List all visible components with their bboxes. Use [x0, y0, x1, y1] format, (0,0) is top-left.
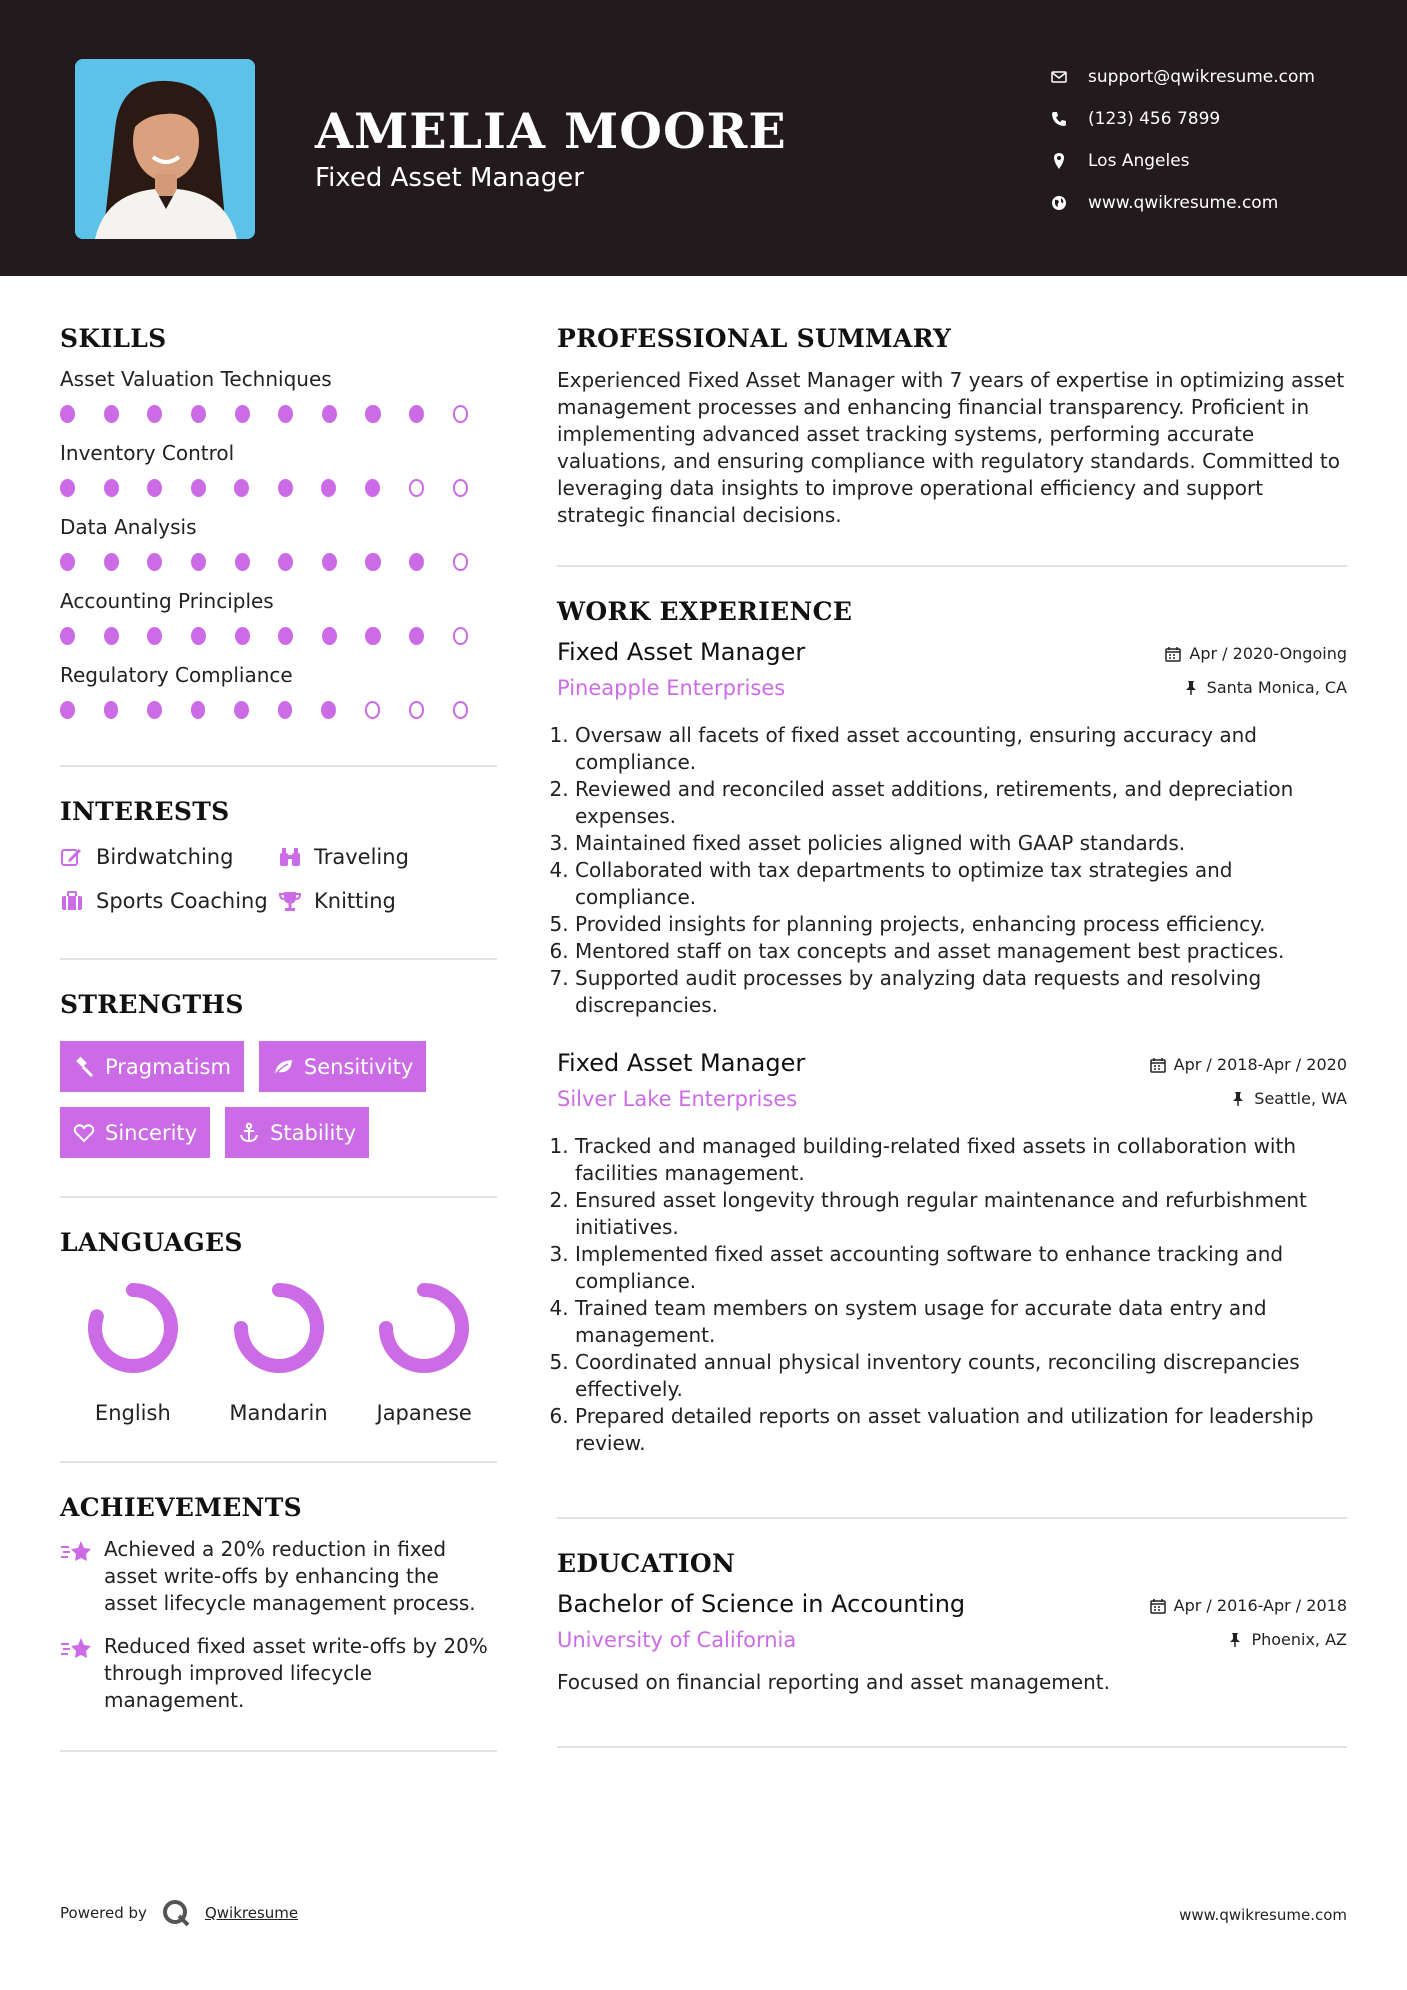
duty-item: 1. Tracked and managed building-related fixed assets in collaboration with facilities management. [575, 1133, 1347, 1187]
rating-dot-filled [60, 479, 75, 497]
shooting-star-icon [60, 1538, 94, 1566]
skills-section [60, 318, 497, 723]
job-location-text: Seattle, WA [1254, 1089, 1347, 1108]
rating-dot-filled [60, 553, 75, 571]
achievements-title: ACHIEVEMENTS [60, 1493, 302, 1522]
rating-dot-filled [235, 553, 250, 571]
languages-title: LANGUAGES [60, 1228, 243, 1257]
rating-dot-filled [235, 405, 250, 423]
candidate-role: Fixed Asset Manager [315, 163, 584, 193]
section-divider [60, 1750, 497, 1752]
language-gauge-arc [386, 1290, 462, 1366]
rating-dot-filled [104, 405, 119, 423]
contact-location-text: Los Angeles [1088, 151, 1190, 171]
rating-dot-filled [234, 479, 249, 497]
strength-text: Sincerity [105, 1120, 198, 1145]
experience-title: WORK EXPERIENCE [557, 597, 853, 626]
rating-dot-filled [322, 553, 337, 571]
rating-dot-filled [409, 405, 424, 423]
skills-title: SKILLS [60, 324, 167, 353]
rating-dot-filled [278, 627, 293, 645]
education-location [1227, 1630, 1347, 1649]
interest-item [278, 844, 497, 870]
degree-title: Bachelor of Science in Accounting [557, 1590, 966, 1618]
rating-dot-empty [453, 627, 469, 645]
skill-item [60, 367, 497, 427]
skill-item [60, 515, 497, 575]
shooting-star-icon [60, 1635, 94, 1663]
pencil-square-icon [60, 845, 84, 869]
rating-dot-filled [147, 553, 162, 571]
pushpin-icon [1183, 680, 1199, 696]
duty-item: 3. Maintained fixed asset policies aligned with GAAP standards. [575, 830, 1347, 857]
footer-powered-by [60, 1898, 298, 1928]
rating-dot-filled [235, 627, 250, 645]
job-company: Silver Lake Enterprises [557, 1087, 798, 1111]
interests-section [60, 797, 497, 914]
contact-email-text: support@qwikresume.com [1088, 67, 1315, 87]
contact-list [1050, 56, 1380, 224]
rating-dot-filled [147, 701, 162, 719]
summary-section [557, 318, 1347, 529]
rating-dot-filled [60, 405, 75, 423]
contact-location [1050, 140, 1380, 182]
language-item [60, 1281, 206, 1425]
rating-dot-filled [191, 701, 206, 719]
powered-by-text: Powered by [60, 1904, 147, 1922]
language-gauge [377, 1281, 471, 1375]
rating-dot-filled [278, 405, 293, 423]
education-section [557, 1549, 1347, 1694]
strengths-section [60, 990, 497, 1158]
interest-text: Sports Coaching [96, 889, 268, 913]
rating-dot-filled [322, 627, 337, 645]
duty-item: 2. Ensured asset longevity through regular maintenance and refurbishment initiatives. [575, 1187, 1347, 1241]
duty-item: 6. Prepared detailed reports on asset valuation and utilization for leadership review. [575, 1403, 1347, 1457]
skill-item [60, 663, 497, 723]
section-divider [557, 1746, 1347, 1748]
globe-icon [1050, 194, 1068, 212]
rating-dot-filled [104, 701, 119, 719]
rating-dot-empty [409, 479, 425, 497]
language-gauge [86, 1281, 180, 1375]
leaf-icon [272, 1056, 294, 1078]
section-divider [60, 765, 497, 767]
education-title: EDUCATION [557, 1549, 736, 1578]
school-name: University of California [557, 1628, 797, 1652]
rating-dot-filled [409, 627, 424, 645]
language-name: Mandarin [229, 1401, 328, 1425]
rating-dot-empty [453, 479, 469, 497]
strength-text: Sensitivity [303, 1054, 414, 1079]
rating-dot-filled [321, 701, 336, 719]
experience-section [557, 597, 1347, 1457]
skill-rating [60, 553, 497, 575]
rating-dot-filled [104, 627, 119, 645]
calendar-icon [1150, 1057, 1166, 1073]
pushpin-icon [1227, 1632, 1243, 1648]
profile-photo [75, 59, 255, 239]
qwikresume-logo-icon [161, 1898, 191, 1928]
rating-dot-filled [321, 479, 336, 497]
language-item [206, 1281, 352, 1425]
rating-dot-filled [60, 627, 75, 645]
rating-dot-filled [60, 701, 75, 719]
contact-website-text: www.qwikresume.com [1088, 193, 1279, 213]
job-duties [557, 722, 1347, 1019]
language-item [351, 1281, 497, 1425]
candidate-name: AMELIA MOORE [315, 102, 787, 160]
rating-dot-filled [147, 479, 162, 497]
interest-text: Birdwatching [96, 845, 234, 869]
job-entry [557, 1049, 1347, 1457]
duty-item: 1. Oversaw all facets of fixed asset accounting, ensuring accuracy and compliance. [575, 722, 1347, 776]
achievements-section [60, 1493, 497, 1714]
duty-item: 4. Trained team members on system usage for accurate data entry and management. [575, 1295, 1347, 1349]
skill-rating [60, 479, 497, 501]
section-divider [60, 1461, 497, 1463]
education-location-text: Phoenix, AZ [1251, 1630, 1347, 1649]
anchor-icon [238, 1122, 260, 1144]
strengths-title: STRENGTHS [60, 990, 244, 1019]
rating-dot-filled [278, 701, 293, 719]
job-date-text: Apr / 2018-Apr / 2020 [1173, 1055, 1347, 1074]
achievement-text: Achieved a 20% reduction in fixed asset write-offs by enhancing the asset lifecycle management process. [104, 1537, 476, 1615]
skill-rating [60, 701, 497, 723]
skill-rating [60, 627, 497, 649]
contact-phone[interactable] [1050, 98, 1380, 140]
trophy-icon [278, 889, 302, 913]
job-date [1165, 644, 1347, 663]
rating-dot-filled [322, 405, 337, 423]
interest-text: Traveling [314, 845, 409, 869]
rating-dot-filled [278, 553, 293, 571]
right-column [557, 318, 1347, 1748]
phone-icon [1050, 110, 1068, 128]
job-date [1150, 1055, 1347, 1074]
skill-rating [60, 405, 497, 427]
contact-email[interactable] [1050, 56, 1380, 98]
rating-dot-filled [278, 479, 293, 497]
rating-dot-filled [234, 701, 249, 719]
contact-website[interactable] [1050, 182, 1380, 224]
skill-item [60, 441, 497, 501]
job-location [1230, 1089, 1347, 1108]
languages-section [60, 1228, 497, 1425]
pushpin-icon [1230, 1091, 1246, 1107]
rating-dot-filled [147, 405, 162, 423]
duty-item: 7. Supported audit processes by analyzing data requests and resolving discrepancies. [575, 965, 1347, 1019]
left-column [60, 318, 497, 1752]
job-date-text: Apr / 2020-Ongoing [1189, 644, 1347, 663]
skill-name: Regulatory Compliance [60, 663, 293, 687]
rating-dot-empty [453, 701, 469, 719]
rating-dot-empty [365, 701, 381, 719]
achievement-text: Reduced fixed asset write-offs by 20% through improved lifecycle management. [104, 1634, 488, 1712]
rating-dot-filled [191, 479, 206, 497]
contact-phone-text: (123) 456 7899 [1088, 109, 1221, 129]
strength-text: Stability [270, 1120, 357, 1145]
envelope-icon [1050, 68, 1068, 86]
language-gauge-arc [241, 1290, 317, 1366]
section-divider [557, 1517, 1347, 1519]
strength-tag [225, 1107, 369, 1158]
language-name: Japanese [376, 1401, 472, 1425]
skill-name: Asset Valuation Techniques [60, 367, 332, 391]
interest-item [60, 888, 278, 914]
job-title: Fixed Asset Manager [557, 638, 806, 666]
rating-dot-filled [191, 405, 206, 423]
duty-item: 6. Mentored staff on tax concepts and asset management best practices. [575, 938, 1347, 965]
education-date [1150, 1596, 1347, 1615]
education-description: Focused on financial reporting and asset management. [557, 1670, 1110, 1694]
rating-dot-empty [409, 701, 425, 719]
section-divider [557, 565, 1347, 567]
briefcase-icon [60, 889, 84, 913]
gavel-icon [73, 1056, 95, 1078]
strength-tag [60, 1107, 210, 1158]
skill-item [60, 589, 497, 649]
footer-url[interactable]: www.qwikresume.com [1179, 1906, 1347, 1924]
job-entry [557, 638, 1347, 1019]
duty-item: 3. Implemented fixed asset accounting software to enhance tracking and compliance. [575, 1241, 1347, 1295]
rating-dot-empty [453, 553, 469, 571]
duty-item: 5. Provided insights for planning projects, enhancing process efficiency. [575, 911, 1347, 938]
language-gauge [232, 1281, 326, 1375]
calendar-icon [1165, 646, 1181, 662]
skill-name: Accounting Principles [60, 589, 274, 613]
calendar-icon [1150, 1598, 1166, 1614]
job-location-text: Santa Monica, CA [1206, 678, 1347, 697]
language-name: English [94, 1401, 171, 1425]
section-divider [60, 958, 497, 960]
duty-item: 2. Reviewed and reconciled asset additions, retirements, and depreciation expenses. [575, 776, 1347, 830]
skill-name: Inventory Control [60, 441, 235, 465]
rating-dot-filled [365, 553, 380, 571]
job-title: Fixed Asset Manager [557, 1049, 806, 1077]
rating-dot-empty [453, 405, 469, 423]
map-pin-icon [1050, 152, 1068, 170]
achievement-item [60, 1536, 497, 1617]
rating-dot-filled [104, 479, 119, 497]
achievement-item [60, 1633, 497, 1714]
section-divider [60, 1196, 497, 1198]
duty-item: 4. Collaborated with tax departments to optimize tax strategies and compliance. [575, 857, 1347, 911]
interest-text: Knitting [314, 889, 396, 913]
job-duties [557, 1133, 1347, 1457]
education-date-text: Apr / 2016-Apr / 2018 [1173, 1596, 1347, 1615]
resume-header [0, 0, 1407, 276]
binoculars-icon [278, 845, 302, 869]
summary-text: Experienced Fixed Asset Manager with 7 years of expertise in optimizing asset management processes and enhancing financial transparency. Proficient in implementing advanced asset tracking systems, performing accurate valuations, and ensuring compliance with regulatory standards. Committed to leveraging data insights to improve operational efficiency and support strategic financial decisions. [557, 368, 1345, 527]
rating-dot-filled [147, 627, 162, 645]
rating-dot-filled [365, 479, 380, 497]
strength-tag [60, 1041, 244, 1092]
brand-link[interactable]: Qwikresume [204, 1904, 299, 1922]
rating-dot-filled [365, 627, 380, 645]
heart-icon [73, 1122, 95, 1144]
job-location [1183, 678, 1347, 697]
skill-name: Data Analysis [60, 515, 197, 539]
strength-text: Pragmatism [105, 1054, 231, 1079]
interest-item [278, 888, 497, 914]
language-gauge-arc [95, 1290, 171, 1366]
job-company: Pineapple Enterprises [557, 676, 786, 700]
rating-dot-filled [409, 553, 424, 571]
rating-dot-filled [104, 553, 119, 571]
summary-title: PROFESSIONAL SUMMARY [557, 324, 952, 353]
rating-dot-filled [191, 627, 206, 645]
rating-dot-filled [365, 405, 380, 423]
interest-item [60, 844, 278, 870]
strength-tag [259, 1041, 426, 1092]
interests-title: INTERESTS [60, 797, 230, 826]
duty-item: 5. Coordinated annual physical inventory counts, reconciling discrepancies effectively. [575, 1349, 1347, 1403]
rating-dot-filled [191, 553, 206, 571]
